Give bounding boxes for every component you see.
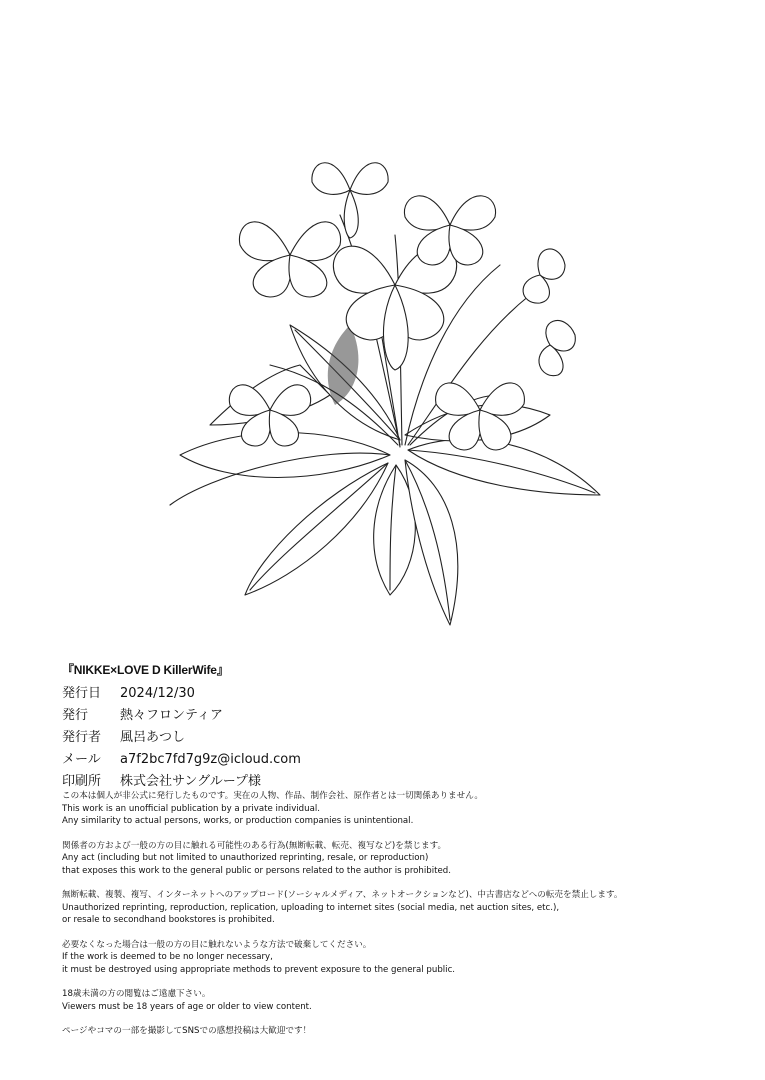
notice-line: 無断転載、複製、複写、インターネットへのアップロード(ソーシャルメディア、ネットオークションなど)、中古書店などへの転売を禁止します。 — [62, 890, 623, 900]
notice-line: If the work is deemed to be no longer necessary, — [62, 952, 273, 962]
notice-line: that exposes this work to the general public or persons related to the author is prohibited. — [62, 865, 451, 876]
notice-line: 必要なくなった場合は一般の方の目に触れないような方法で破棄してください。 — [62, 939, 372, 950]
notice-line: Unauthorized reprinting, reproduction, replication, uploading to internet sites (social media, net auction sites, etc.), — [62, 902, 560, 913]
leaves — [170, 325, 600, 625]
info-value: 熱々フロンティア — [120, 708, 223, 723]
notice-line: この本は個人が非公式に発行したものです。実在の人物、作品、制作会社、原作者とは一切関係ありません。 — [62, 791, 483, 801]
notice-line: Viewers must be 18 years of age or older to view content. — [62, 1001, 312, 1012]
book-title: 『NIKKE×LOVE D KillerWife』 — [62, 663, 229, 677]
notice-line: 18歳未満の方の閲覧はご遠慮下さい。 — [62, 989, 211, 999]
notice-exposure — [62, 840, 742, 878]
info-row-email — [62, 748, 722, 770]
info-label: 発行者 — [62, 730, 102, 745]
notice-line: it must be destroyed using appropriate methods to prevent exposure to the general public. — [62, 964, 456, 975]
notice-unofficial — [62, 790, 742, 828]
info-row-publisher — [62, 704, 722, 726]
info-row-printer — [62, 770, 722, 792]
email-address: a7f2bc7fd7g9z@icloud.com — [120, 752, 301, 767]
info-label: 発行日 — [62, 686, 102, 701]
info-value: 風呂あつし — [120, 730, 186, 745]
notice-line: or resale to secondhand bookstores is prohibited. — [62, 915, 275, 925]
info-row-date — [62, 682, 722, 704]
info-label: 印刷所 — [62, 774, 102, 789]
info-row-author — [62, 726, 722, 748]
notice-sns — [62, 1025, 742, 1038]
notice-line: Any similarity to actual persons, works, or production companies is unintentional. — [62, 816, 414, 826]
info-value: 2024/12/30 — [120, 686, 195, 701]
notice-line: Any act (including but not limited to unauthorized reprinting, resale, or reproduction) — [62, 853, 429, 863]
notice-line: ページやコマの一部を撮影してSNSでの感想投稿は大歓迎です！ — [62, 1026, 312, 1036]
info-value: 株式会社サングループ様 — [120, 774, 262, 789]
colophon — [62, 662, 722, 792]
info-label: メール — [62, 752, 101, 767]
violet-plant-illustration — [150, 125, 620, 635]
notice-disposal — [62, 939, 742, 977]
flower-line-drawing — [150, 125, 620, 635]
notice-line: This work is an unofficial publication by a private individual. — [62, 803, 320, 814]
notice-line: 関係者の方および一般の方の目に触れる可能性のある行為(無断転載、転売、複写など)を禁じます。 — [62, 840, 447, 851]
info-label: 発行 — [62, 708, 89, 723]
notice-reprint — [62, 889, 742, 927]
legal-notices — [62, 790, 742, 1050]
notice-age — [62, 988, 742, 1013]
